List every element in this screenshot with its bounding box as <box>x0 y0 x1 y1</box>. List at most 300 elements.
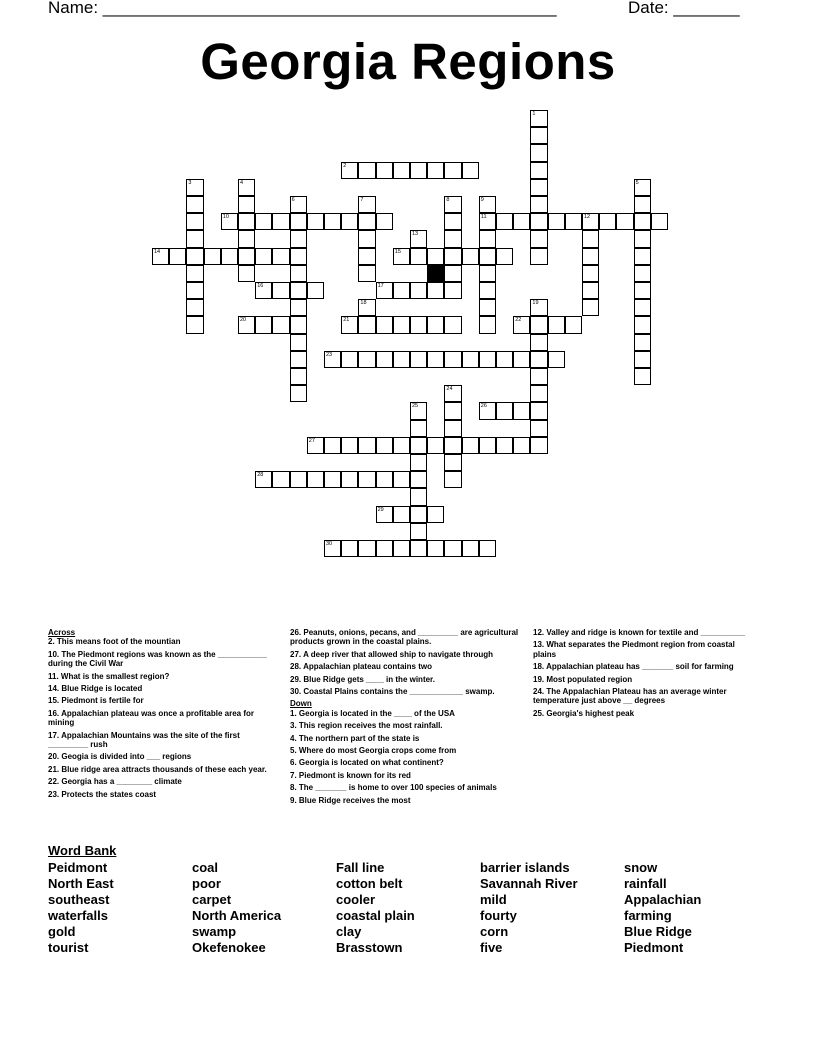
clue-text: The northern part of the state is <box>298 733 420 743</box>
clue-number: 12. <box>533 628 545 637</box>
word-bank-column <box>48 860 114 956</box>
clue-number: 17. <box>48 730 60 740</box>
grid-cell[interactable] <box>410 420 427 437</box>
clue-text: Georgia is located on what continent? <box>298 758 444 768</box>
grid-cell[interactable] <box>479 540 496 557</box>
clue-number: 4. <box>290 733 297 743</box>
grid-cell[interactable] <box>272 248 289 265</box>
word-bank-word: Okefenokee <box>192 940 266 955</box>
clue-text: Geogia is divided into ___ regions <box>61 752 192 762</box>
grid-cell[interactable] <box>582 213 599 230</box>
word-bank-word: southeast <box>48 892 110 907</box>
clue-number: 18. <box>533 662 545 672</box>
clue-item <box>48 752 278 761</box>
grid-cell[interactable] <box>376 316 393 333</box>
grid-cell[interactable] <box>410 282 427 299</box>
clue-number: 15. <box>48 696 60 706</box>
word-bank-column <box>624 860 701 956</box>
grid-cell[interactable] <box>393 471 410 488</box>
word-bank-word: carpet <box>192 892 232 907</box>
grid-cell[interactable] <box>444 540 461 557</box>
grid-cell[interactable] <box>565 213 582 230</box>
grid-cell[interactable] <box>427 540 444 557</box>
grid-cell[interactable] <box>479 351 496 368</box>
grid-cell[interactable] <box>496 351 513 368</box>
page-title: Georgia Regions <box>200 33 616 90</box>
clue-number: 7. <box>290 770 297 780</box>
grid-cell[interactable] <box>651 213 668 230</box>
grid-cell[interactable] <box>530 299 547 316</box>
grid-cell[interactable] <box>221 248 238 265</box>
clue-item <box>533 687 755 706</box>
grid-cell[interactable] <box>444 265 461 282</box>
grid-cell[interactable] <box>358 437 375 454</box>
grid-cell[interactable] <box>410 162 427 179</box>
clue-number: 6. <box>290 758 297 768</box>
grid-cell[interactable] <box>290 248 307 265</box>
clue-text: This means foot of the mountian <box>56 637 181 647</box>
grid-cell[interactable] <box>358 230 375 247</box>
grid-number: 24 <box>446 386 453 393</box>
grid-cell[interactable] <box>530 179 547 196</box>
grid-cell[interactable] <box>341 316 358 333</box>
clue-text: This region receives the most rainfall. <box>298 721 443 731</box>
grid-cell[interactable] <box>393 437 410 454</box>
clue-number: 21. <box>48 764 60 774</box>
clue-text: Piedmont is known for its red <box>298 770 411 780</box>
grid-cell[interactable] <box>530 127 547 144</box>
grid-cell[interactable] <box>479 402 496 419</box>
grid-number: 28 <box>257 472 264 479</box>
grid-cell[interactable] <box>410 488 427 505</box>
clue-number: 20. <box>48 752 60 762</box>
grid-cell[interactable] <box>410 437 427 454</box>
clue-text: Where do most Georgia crops come from <box>298 746 457 756</box>
grid-number: 14 <box>154 248 161 255</box>
grid-cell[interactable] <box>307 213 324 230</box>
grid-cell[interactable] <box>548 351 565 368</box>
grid-cell[interactable] <box>186 299 203 316</box>
grid-cell[interactable] <box>290 282 307 299</box>
grid-cell[interactable] <box>530 144 547 161</box>
grid-number: 15 <box>394 248 401 255</box>
grid-number: 5 <box>635 179 639 186</box>
grid-cell[interactable] <box>634 265 651 282</box>
grid-cell[interactable] <box>393 316 410 333</box>
grid-cell[interactable] <box>530 385 547 402</box>
grid-cell[interactable] <box>427 437 444 454</box>
grid-cell[interactable] <box>462 248 479 265</box>
clues-column-2 <box>290 628 528 808</box>
grid-cell[interactable] <box>444 454 461 471</box>
grid-cell[interactable] <box>290 213 307 230</box>
grid-cell[interactable] <box>582 282 599 299</box>
grid-cell[interactable] <box>479 265 496 282</box>
word-bank-word: cooler <box>336 892 376 907</box>
grid-cell[interactable] <box>393 506 410 523</box>
grid-cell[interactable] <box>358 162 375 179</box>
grid-cell[interactable] <box>479 248 496 265</box>
grid-number: 29 <box>377 506 384 513</box>
grid-cell[interactable] <box>152 248 169 265</box>
clues-column-1 <box>48 628 278 802</box>
grid-cell[interactable] <box>393 351 410 368</box>
clue-item <box>290 783 528 792</box>
word-bank-word: cotton belt <box>336 876 403 891</box>
grid-cell[interactable] <box>393 540 410 557</box>
grid-cell[interactable] <box>530 110 547 127</box>
grid-cell[interactable] <box>582 265 599 282</box>
grid-cell[interactable] <box>513 213 530 230</box>
grid-cell[interactable] <box>462 162 479 179</box>
down-heading: Down <box>290 699 312 709</box>
grid-cell[interactable] <box>358 265 375 282</box>
grid-cell[interactable] <box>427 162 444 179</box>
clue-text: Appalachian plateau contains two <box>303 662 432 672</box>
grid-cell[interactable] <box>238 179 255 196</box>
grid-cell[interactable] <box>341 213 358 230</box>
word-bank-column <box>192 860 281 956</box>
grid-cell[interactable] <box>427 316 444 333</box>
grid-cell[interactable] <box>238 213 255 230</box>
grid-number: 27 <box>308 437 315 444</box>
grid-cell[interactable] <box>376 351 393 368</box>
grid-cell[interactable] <box>410 506 427 523</box>
grid-cell[interactable] <box>634 213 651 230</box>
grid-cell[interactable] <box>307 437 324 454</box>
grid-cell[interactable] <box>238 265 255 282</box>
grid-cell[interactable] <box>479 437 496 454</box>
grid-cell[interactable] <box>169 248 186 265</box>
grid-number: 19 <box>532 300 539 307</box>
clues-column-3 <box>533 628 755 721</box>
grid-cell[interactable] <box>616 213 633 230</box>
clue-item <box>533 709 755 718</box>
grid-cell[interactable] <box>530 213 547 230</box>
grid-cell[interactable] <box>634 196 651 213</box>
clue-item <box>290 687 528 696</box>
grid-cell[interactable] <box>255 248 272 265</box>
grid-cell[interactable] <box>444 316 461 333</box>
clue-number: 29. <box>290 674 302 684</box>
grid-cell[interactable] <box>496 248 513 265</box>
grid-cell[interactable] <box>376 471 393 488</box>
grid-cell[interactable] <box>358 299 375 316</box>
grid-cell[interactable] <box>290 351 307 368</box>
clue-item <box>533 662 755 671</box>
name-field[interactable]: Name: ________________________________________________ <box>48 0 557 17</box>
grid-cell[interactable] <box>444 420 461 437</box>
grid-number: 11 <box>480 214 487 221</box>
grid-cell[interactable] <box>427 282 444 299</box>
clue-item <box>290 675 528 684</box>
clue-text: Appalachian Mountains was the site of the first _________ rush <box>48 730 240 750</box>
grid-cell[interactable] <box>272 213 289 230</box>
grid-cell[interactable] <box>444 351 461 368</box>
grid-cell[interactable] <box>290 334 307 351</box>
grid-cell[interactable] <box>427 351 444 368</box>
grid-cell[interactable] <box>358 316 375 333</box>
word-bank-word: gold <box>48 924 76 939</box>
grid-cell[interactable] <box>444 385 461 402</box>
grid-cell[interactable] <box>513 437 530 454</box>
word-bank-word: waterfalls <box>48 908 108 923</box>
grid-cell[interactable] <box>290 230 307 247</box>
grid-cell[interactable] <box>341 540 358 557</box>
grid-cell[interactable] <box>548 213 565 230</box>
grid-cell[interactable] <box>462 540 479 557</box>
grid-number: 3 <box>188 179 192 186</box>
word-bank-word: North America <box>192 908 282 923</box>
grid-cell[interactable] <box>548 316 565 333</box>
grid-cell[interactable] <box>513 351 530 368</box>
grid-cell[interactable] <box>634 248 651 265</box>
clue-item <box>48 650 278 669</box>
grid-cell[interactable] <box>376 437 393 454</box>
grid-cell[interactable] <box>582 299 599 316</box>
word-bank-word: Fall line <box>336 860 385 875</box>
grid-cell[interactable] <box>410 523 427 540</box>
grid-cell[interactable] <box>410 316 427 333</box>
date-field[interactable]: Date: _______ <box>628 0 740 17</box>
clue-number: 3. <box>290 721 297 731</box>
grid-cell[interactable] <box>410 471 427 488</box>
grid-cell[interactable] <box>358 196 375 213</box>
grid-number: 13 <box>412 231 419 238</box>
grid-cell[interactable] <box>427 506 444 523</box>
grid-cell[interactable] <box>358 213 375 230</box>
grid-cell[interactable] <box>496 437 513 454</box>
grid-number: 4 <box>240 179 244 186</box>
grid-cell[interactable] <box>530 437 547 454</box>
grid-cell[interactable] <box>530 316 547 333</box>
word-bank-word: tourist <box>48 940 89 955</box>
grid-cell[interactable] <box>513 402 530 419</box>
grid-cell[interactable] <box>634 299 651 316</box>
word-bank-word: Blue Ridge <box>624 924 692 939</box>
grid-cell[interactable] <box>410 402 427 419</box>
grid-cell[interactable] <box>376 282 393 299</box>
grid-cell[interactable] <box>479 213 496 230</box>
grid-number: 16 <box>257 283 264 289</box>
grid-cell[interactable] <box>272 316 289 333</box>
grid-number: 25 <box>412 403 419 410</box>
grid-cell[interactable] <box>444 402 461 419</box>
grid-cell[interactable] <box>410 248 427 265</box>
word-bank-word: fourty <box>480 908 517 923</box>
clue-number: 22. <box>48 777 60 787</box>
clue-text: Valley and ridge is known for textile and __________ <box>546 628 746 637</box>
grid-cell[interactable] <box>186 248 203 265</box>
grid-cell[interactable] <box>530 162 547 179</box>
clue-item <box>290 746 528 755</box>
grid-cell[interactable] <box>496 213 513 230</box>
grid-cell[interactable] <box>444 248 461 265</box>
grid-cell[interactable] <box>272 471 289 488</box>
grid-cell[interactable] <box>444 230 461 247</box>
clue-item <box>48 672 278 681</box>
word-bank-word: North East <box>48 876 114 891</box>
grid-cell[interactable] <box>410 454 427 471</box>
grid-cell[interactable] <box>186 282 203 299</box>
clue-text: The Appalachian Plateau has an average winter temperature just above __ degrees <box>533 687 727 706</box>
clue-text: The _______ is home to over 100 species of animals <box>298 783 497 793</box>
grid-cell[interactable] <box>307 471 324 488</box>
grid-cell[interactable] <box>479 282 496 299</box>
grid-cell[interactable] <box>376 506 393 523</box>
grid-cell[interactable] <box>444 196 461 213</box>
grid-cell[interactable] <box>186 196 203 213</box>
grid-number: 20 <box>240 317 247 324</box>
grid-cell[interactable] <box>479 230 496 247</box>
clue-item <box>533 640 755 659</box>
grid-cell[interactable] <box>272 282 289 299</box>
grid-cell[interactable] <box>634 334 651 351</box>
grid-cell[interactable] <box>324 471 341 488</box>
word-bank-word: swamp <box>192 924 237 939</box>
grid-cell[interactable] <box>255 471 272 488</box>
clue-item <box>48 777 278 786</box>
grid-cell[interactable] <box>479 316 496 333</box>
grid-cell[interactable] <box>324 540 341 557</box>
word-bank-word: rainfall <box>624 876 667 891</box>
word-bank-word: Appalachian <box>624 892 702 907</box>
clue-item <box>48 790 278 799</box>
clue-number: 5. <box>290 746 297 756</box>
word-bank-column <box>336 860 415 956</box>
grid-cell[interactable] <box>290 299 307 316</box>
word-bank-word: clay <box>336 924 362 939</box>
grid-cell[interactable] <box>565 316 582 333</box>
word-bank-column <box>480 860 578 956</box>
grid-number: 22 <box>515 317 522 324</box>
grid-cell[interactable] <box>393 248 410 265</box>
grid-cell[interactable] <box>290 385 307 402</box>
grid-cell[interactable] <box>530 351 547 368</box>
word-bank-word: five <box>480 940 503 955</box>
word-bank-word: Savannah River <box>480 876 578 891</box>
grid-cell[interactable] <box>238 316 255 333</box>
clue-number: 26. <box>290 628 302 637</box>
clue-item <box>533 628 755 637</box>
clue-item <box>533 675 755 684</box>
grid-cell[interactable] <box>530 334 547 351</box>
grid-cell[interactable] <box>444 471 461 488</box>
grid-cell[interactable] <box>513 316 530 333</box>
grid-cell[interactable] <box>444 437 461 454</box>
grid-cell[interactable] <box>238 196 255 213</box>
grid-cell[interactable] <box>290 265 307 282</box>
grid-cell[interactable] <box>324 351 341 368</box>
grid-cell[interactable] <box>530 196 547 213</box>
grid-cell[interactable] <box>307 282 324 299</box>
grid-cell[interactable] <box>599 213 616 230</box>
word-bank-word: Brasstown <box>336 940 403 955</box>
grid-cell[interactable] <box>444 282 461 299</box>
grid-cell[interactable] <box>238 230 255 247</box>
grid-cell[interactable] <box>290 316 307 333</box>
clue-number: 28. <box>290 662 302 672</box>
grid-cell[interactable] <box>290 196 307 213</box>
clue-item <box>290 796 528 805</box>
grid-cell[interactable] <box>427 248 444 265</box>
grid-cell[interactable] <box>530 230 547 247</box>
grid-cell[interactable] <box>634 179 651 196</box>
grid-cell[interactable] <box>186 230 203 247</box>
grid-cell[interactable] <box>186 213 203 230</box>
grid-cell[interactable] <box>341 471 358 488</box>
grid-cell[interactable] <box>376 213 393 230</box>
grid-cell[interactable] <box>376 540 393 557</box>
grid-cell[interactable] <box>290 471 307 488</box>
grid-cell[interactable] <box>462 351 479 368</box>
grid-cell[interactable] <box>290 368 307 385</box>
grid-cell[interactable] <box>444 213 461 230</box>
grid-cell[interactable] <box>204 248 221 265</box>
grid-cell[interactable] <box>634 282 651 299</box>
grid-cell[interactable] <box>221 213 238 230</box>
grid-cell[interactable] <box>479 196 496 213</box>
grid-cell[interactable] <box>186 179 203 196</box>
grid-cell[interactable] <box>186 316 203 333</box>
grid-cell[interactable] <box>479 299 496 316</box>
grid-cell[interactable] <box>634 351 651 368</box>
grid-cell[interactable] <box>410 351 427 368</box>
grid-cell[interactable] <box>634 316 651 333</box>
word-bank-word: Piedmont <box>624 940 684 955</box>
grid-cell[interactable] <box>358 471 375 488</box>
grid-cell[interactable] <box>410 230 427 247</box>
grid-cell[interactable] <box>186 265 203 282</box>
grid-cell[interactable] <box>358 351 375 368</box>
grid-cell[interactable] <box>530 420 547 437</box>
grid-cell[interactable] <box>255 316 272 333</box>
grid-cell[interactable] <box>444 162 461 179</box>
grid-cell[interactable] <box>324 213 341 230</box>
grid-cell[interactable] <box>358 248 375 265</box>
grid-cell[interactable] <box>634 230 651 247</box>
grid-cell[interactable] <box>393 282 410 299</box>
clue-text: Blue Ridge receives the most <box>298 795 411 805</box>
clue-number: 24. <box>533 687 545 697</box>
grid-cell[interactable] <box>410 540 427 557</box>
grid-cell[interactable] <box>530 402 547 419</box>
grid-cell[interactable] <box>341 162 358 179</box>
clue-text: Peanuts, onions, pecans, and _________ are agricultural products grown in the coastal plains. <box>290 628 519 647</box>
grid-cell[interactable] <box>530 368 547 385</box>
grid-cell[interactable] <box>496 402 513 419</box>
grid-cell[interactable] <box>582 230 599 247</box>
grid-cell[interactable] <box>634 368 651 385</box>
grid-cell[interactable] <box>341 351 358 368</box>
grid-cell[interactable] <box>462 437 479 454</box>
grid-cell[interactable] <box>324 437 341 454</box>
clue-text: Blue Ridge is located <box>61 684 143 694</box>
grid-cell[interactable] <box>530 248 547 265</box>
grid-cell[interactable] <box>255 213 272 230</box>
word-bank-word: coastal plain <box>336 908 415 923</box>
grid-cell[interactable] <box>582 248 599 265</box>
grid-cell[interactable] <box>376 162 393 179</box>
grid-cell[interactable] <box>255 282 272 299</box>
clue-number: 10. <box>48 649 60 659</box>
grid-cell[interactable] <box>358 540 375 557</box>
grid-cell[interactable] <box>341 437 358 454</box>
clue-number: 9. <box>290 795 297 805</box>
grid-cell[interactable] <box>238 248 255 265</box>
grid-cell[interactable] <box>393 162 410 179</box>
clue-text: Most populated region <box>546 674 633 684</box>
